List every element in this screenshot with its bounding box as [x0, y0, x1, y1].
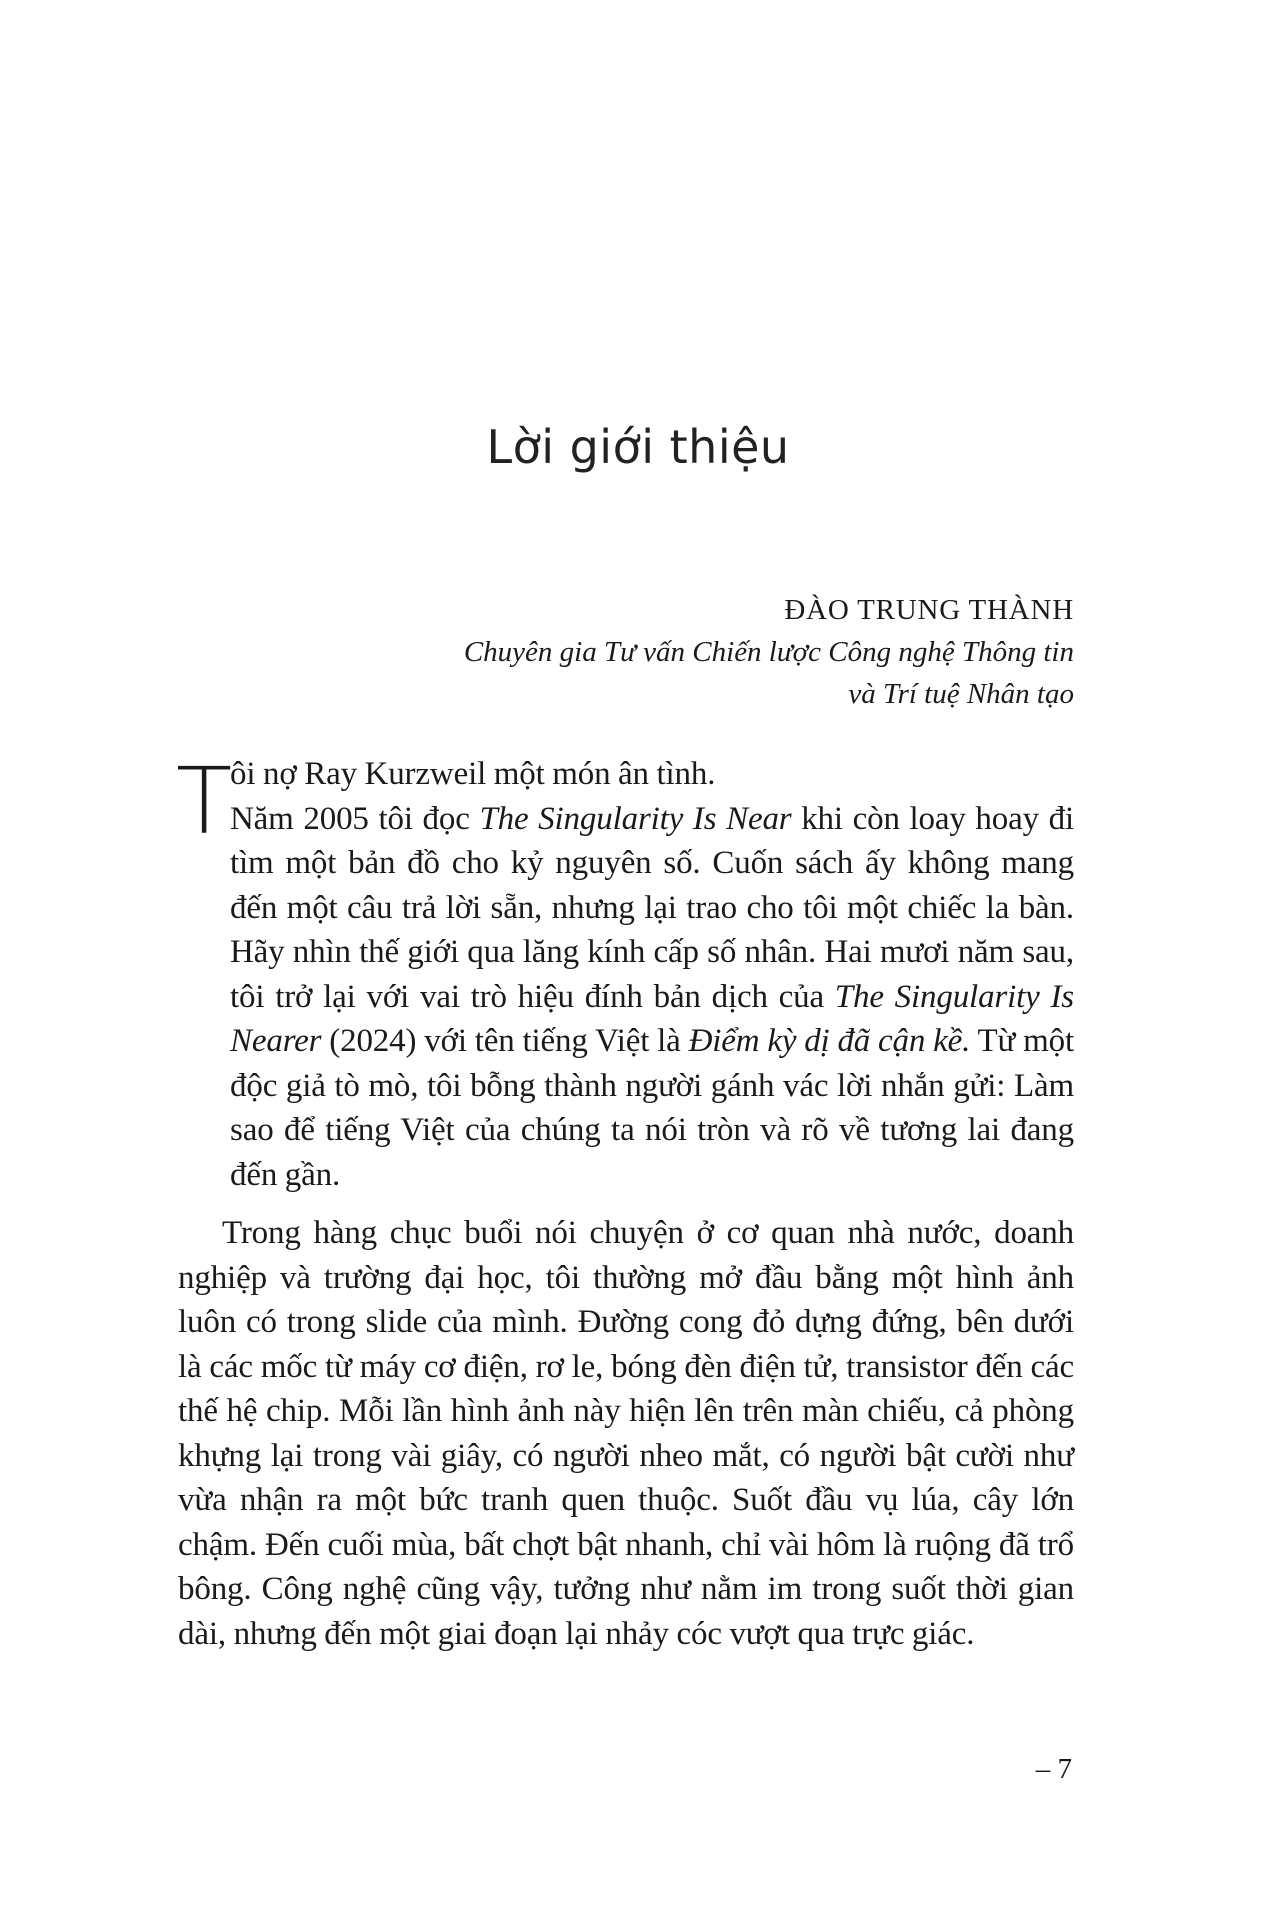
paragraph-1-body — [178, 797, 1074, 1198]
book-title-singularity-nearer: The Singularity Is Nearer — [230, 978, 1074, 1059]
paragraph-1-segment: khi còn loay hoay đi tìm một bản đồ cho kỷ nguyên số. Cuốn sách ấy không mang đến một câu trả lời sẵn, nhưng lại trao cho tôi một chiếc la bàn. Hãy nhìn thế giới qua lăng kính cấp số nhân. Hai mươi năm sau, tôi trở lại với vai trò hiệu đính bản dịch của — [230, 800, 1074, 1015]
book-title-singularity-near: The Singularity Is Near — [479, 800, 792, 837]
author-role-line-2: và Trí tuệ Nhân tạo — [848, 678, 1074, 710]
paragraph-1 — [176, 748, 1075, 1197]
body-text — [176, 748, 1075, 1656]
book-title-vietnamese: Điểm kỳ dị đã cận kề. — [688, 1023, 971, 1059]
author-byline — [274, 589, 1074, 715]
paragraph-1-segment: Từ một độc giả tò mò, tôi bỗng thành người gánh vác lời nhắn gửi: Làm sao để tiếng Việt của chúng ta nói tròn và rõ về tương lai đang đến gần. — [230, 1023, 1075, 1193]
paragraph-1-segment: (2024) với tên tiếng Việt là — [321, 1023, 689, 1059]
first-line-text: ôi nợ Ray Kurzweil một món ân tình. — [230, 756, 716, 792]
author-role-line-1: Chuyên gia Tư vấn Chiến lược Công nghệ Thông tin — [463, 636, 1074, 668]
author-name: ĐÀO TRUNG THÀNH — [784, 594, 1074, 626]
paragraph-1-segment: Năm 2005 tôi đọc — [230, 800, 480, 837]
drop-cap: T — [176, 748, 233, 855]
paragraph-2: Trong hàng chục buổi nói chuyện ở cơ quan nhà nước, doanh nghiệp và trường đại học, tôi thường mở đầu bằng một hình ảnh luôn có trong slide của mình. Đường cong đỏ dựng đứng, bên dưới là các mốc từ máy cơ điện, rơ le, bóng đèn điện tử, transistor đến các thế hệ chip. Mỗi lần hình ảnh này hiện lên trên màn chiếu, cả phòng khựng lại trong vài giây, có người nheo mắt, có người bật cười như vừa nhận ra một bức tranh quen thuộc. Suốt đầu vụ lúa, cây lớn chậm. Đến cuối mùa, bất chợt bật nhanh, chỉ vài hôm là ruộng đã trổ bông. Công nghệ cũng vậy, tưởng như nằm im trong suốt thời gian dài, nhưng đến một giai đoạn lại nhảy cóc vượt qua trực giác. — [178, 1215, 1074, 1652]
page-number: – 7 — [1035, 1753, 1072, 1785]
chapter-title: Lời giới thiệu — [486, 420, 790, 474]
